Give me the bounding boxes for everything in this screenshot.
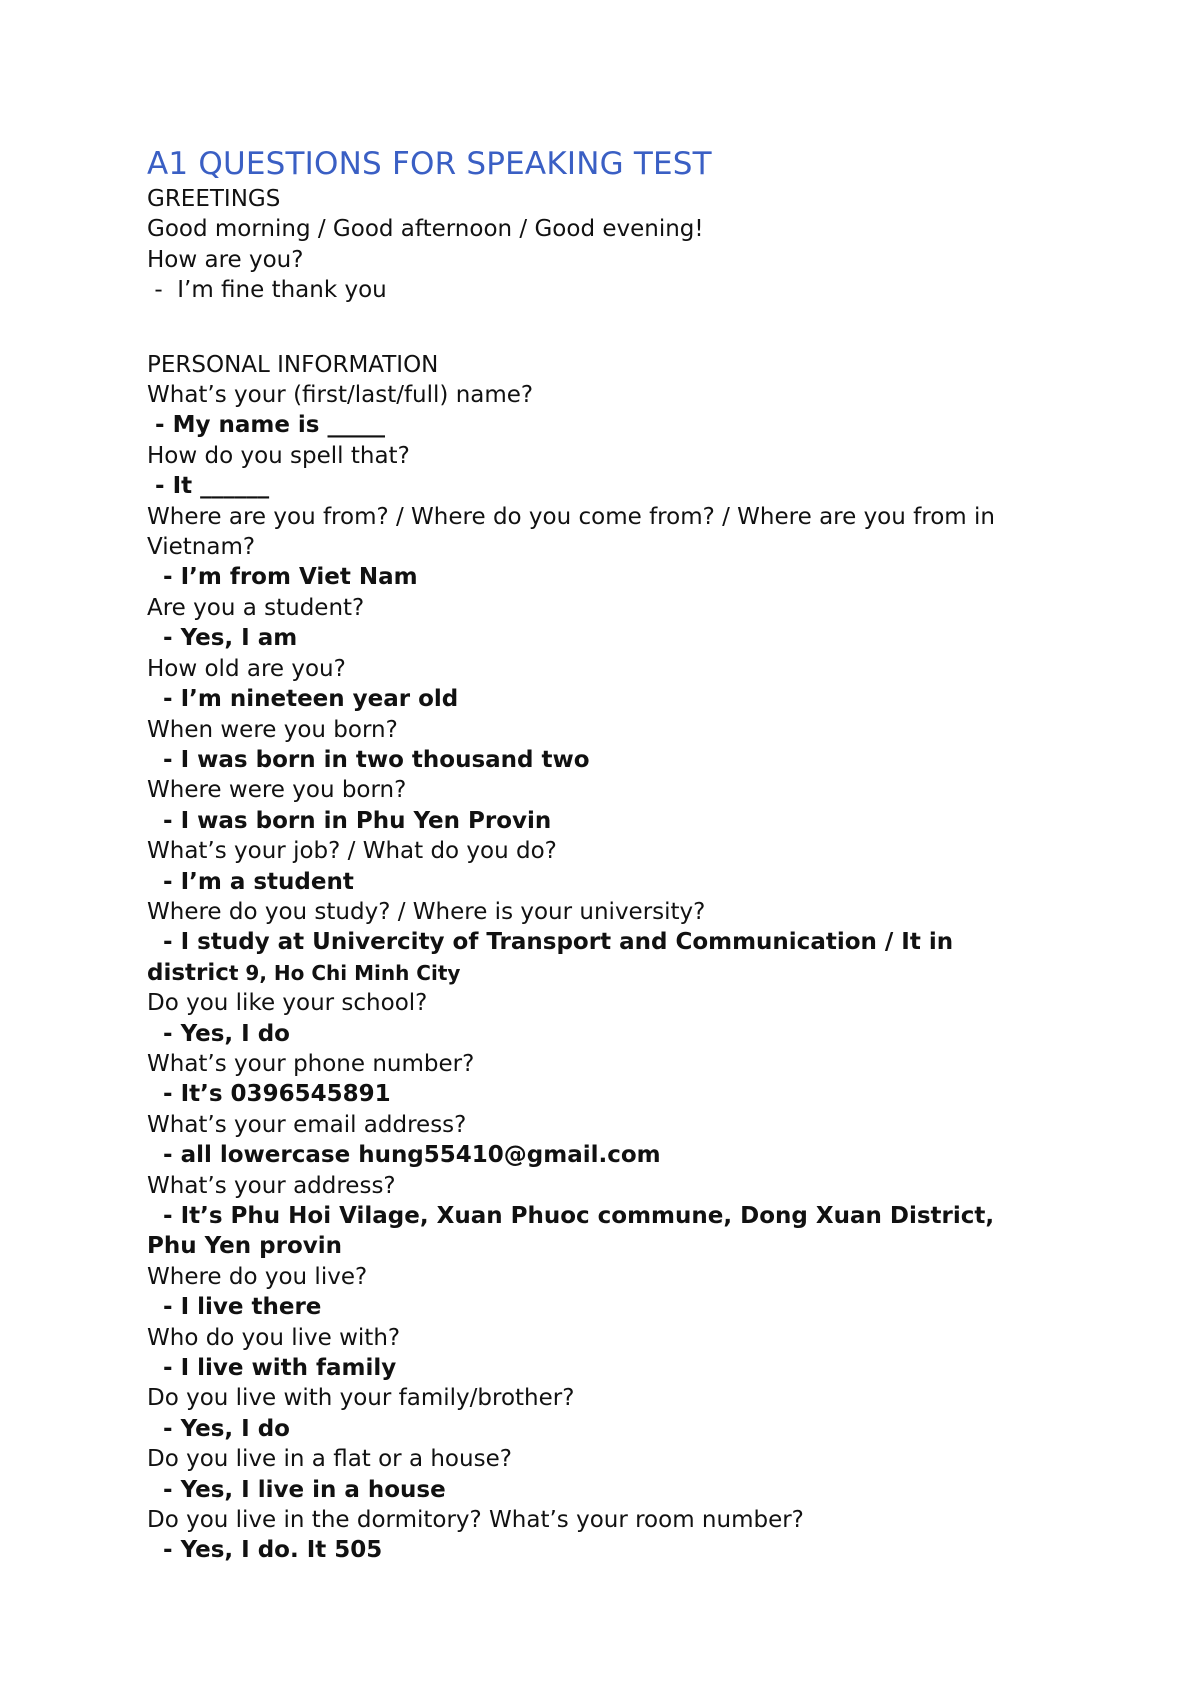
question: Do you like your school?	[147, 990, 428, 1017]
question: Where do you study? / Where is your university?	[147, 898, 706, 925]
question: Do you live in a flat or a house?	[147, 1446, 512, 1473]
answer: - It’s Phu Hoi Vilage, Xuan Phuoc commune, Dong Xuan District,	[147, 1203, 995, 1229]
question: Are you a student?	[147, 594, 365, 621]
question: When were you born?	[147, 716, 398, 743]
question: What’s your job? / What do you do?	[147, 838, 557, 865]
answer-part: distric	[147, 959, 229, 986]
page-title: A1 QUESTIONS FOR SPEAKING TEST	[147, 146, 712, 182]
question: What’s your phone number?	[147, 1050, 475, 1077]
section-heading-greetings: GREETINGS	[147, 186, 281, 212]
question: Where are you from? / Where do you come from? / Where are you from in Vietnam?	[147, 503, 1003, 561]
question: What’s your (first/last/full) name?	[147, 382, 534, 409]
answer: - I was born in Phu Yen Provin	[147, 807, 552, 834]
answer: - Yes, I do	[147, 1415, 290, 1442]
answer-part: t 9, Ho Chi Minh City	[228, 960, 461, 985]
answer: - Yes, I do	[147, 1020, 290, 1047]
question: Where were you born?	[147, 777, 407, 804]
answer: - all lowercase hung55410@gmail.com	[147, 1142, 661, 1169]
question: Do you live with your family/brother?	[147, 1385, 575, 1412]
answer: - I was born in two thousand two	[147, 746, 590, 773]
answer: - I’m a student	[147, 868, 354, 895]
document-page	[147, 144, 1077, 1566]
answer-continued: Phu Yen provin	[147, 1233, 342, 1260]
greeting-question: How are you?	[147, 246, 304, 273]
greeting-answer: - I’m fine thank you	[147, 277, 387, 304]
question: How old are you?	[147, 655, 346, 682]
answer: - It’s 0396545891	[147, 1081, 391, 1108]
question: What’s your address?	[147, 1172, 396, 1199]
question: How do you spell that?	[147, 442, 410, 469]
question: Who do you live with?	[147, 1324, 401, 1351]
question: Do you live in the dormitory? What’s your room number?	[147, 1507, 804, 1534]
answer: - Yes, I live in a house	[147, 1476, 446, 1503]
answer: - I’m from Viet Nam	[147, 564, 418, 591]
answer: - I’m nineteen year old	[147, 686, 459, 713]
answer-continued	[147, 958, 1077, 988]
question: Where do you live?	[147, 1263, 368, 1290]
answer: - I live with family	[147, 1355, 397, 1382]
question: What’s your email address?	[147, 1111, 467, 1138]
answer: - I study at Univercity of Transport and Communication / It in	[147, 929, 954, 956]
answer: - Yes, I do. It 505	[147, 1537, 383, 1564]
greeting-line: Good morning / Good afternoon / Good evening!	[147, 216, 704, 243]
answer: - Yes, I am	[147, 625, 298, 652]
answer: - My name is _____	[147, 412, 386, 439]
section-heading-personal: PERSONAL INFORMATION	[147, 351, 439, 378]
answer: - It ______	[147, 473, 270, 500]
spacer	[147, 306, 1077, 350]
answer: - I live there	[147, 1294, 322, 1321]
